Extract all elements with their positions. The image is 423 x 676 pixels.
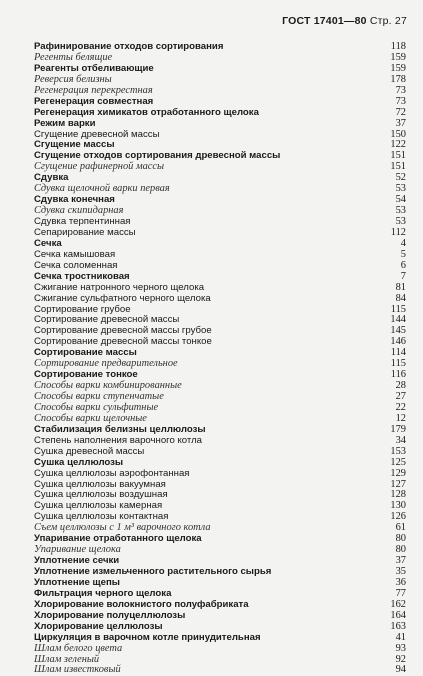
entry-term: Способы варки ступенчатые [34, 391, 164, 402]
entry-page-number: 115 [390, 303, 406, 315]
entry-page-number: 114 [390, 347, 406, 359]
index-entry [34, 469, 406, 480]
entry-page-number: 53 [395, 216, 406, 227]
entry-term: Уплотнение сечки [34, 555, 120, 567]
entry-term: Способы варки комбинированные [34, 380, 182, 392]
entry-page-number: 37 [395, 555, 406, 567]
entry-page-number: 53 [395, 183, 406, 195]
entry-term: Упаривание щелока [34, 544, 121, 556]
entry-page-number: 151 [390, 150, 406, 162]
entry-term: Упаривание отработанного щелока [34, 533, 202, 545]
entry-term: Шлам зеленый [34, 653, 100, 665]
entry-page-number: 6 [400, 259, 406, 271]
entry-page-number: 112 [390, 226, 406, 238]
entry-page-number: 151 [390, 161, 406, 173]
entry-page-number: 126 [390, 511, 406, 523]
entry-page-number: 80 [395, 544, 406, 556]
entry-page-number: 127 [390, 478, 406, 490]
entry-term: Сгущение древесной массы [34, 128, 160, 140]
entry-page-number: 92 [395, 653, 406, 665]
index-entry [34, 633, 406, 644]
entry-page-number: 28 [395, 380, 406, 392]
entry-page-number: 150 [390, 128, 406, 140]
entry-term: Съем целлюлозы с 1 м³ варочного котла [34, 522, 211, 534]
entry-page-number: 118 [390, 41, 406, 52]
entry-term: Сдувка конечная [34, 194, 115, 206]
entry-page-number: 35 [395, 566, 406, 577]
index-entry [34, 665, 406, 676]
entry-term: Хлорирование целлюлозы [34, 620, 163, 632]
entry-term: Хлорирование полуцеллюлозы [34, 609, 186, 621]
entry-term: Уплотнение щепы [34, 576, 120, 588]
entry-term: Реагенты отбеливающие [34, 62, 154, 74]
entry-term: Сушка целлюлозы воздушная [34, 489, 168, 501]
entry-page-number: 80 [395, 533, 406, 545]
entry-term: Уплотнение измельченного растительного сырья [34, 566, 272, 577]
entry-page-number: 130 [390, 500, 406, 512]
entry-page-number: 125 [390, 456, 406, 468]
entry-page-number: 93 [395, 642, 406, 654]
entry-term: Сдувка терпентинная [34, 216, 131, 227]
entry-term: Сортирование древесной массы грубое [34, 325, 212, 337]
entry-term: Сечка соломенная [34, 259, 118, 271]
entry-page-number: 54 [395, 194, 406, 206]
entry-term: Регенты белящие [34, 51, 113, 63]
entry-page-number: 37 [395, 117, 406, 129]
entry-page-number: 116 [390, 369, 406, 381]
entry-term: Сушка целлюлозы камерная [34, 500, 163, 512]
standard-number: ГОСТ 17401—80 [282, 15, 367, 27]
index-entry [34, 447, 406, 458]
entry-term: Сдувка щелочной варки первая [34, 183, 170, 195]
index-entry [34, 119, 406, 130]
entry-term: Шлам белого цвета [34, 642, 123, 654]
index-entry [34, 622, 406, 633]
entry-page-number: 84 [395, 292, 406, 304]
entry-term: Сушка целлюлозы контактная [34, 511, 169, 523]
index-entry [34, 644, 406, 655]
entry-term: Сортирование древесной массы [34, 314, 180, 326]
entry-term: Реверсия белизны [34, 73, 112, 85]
entry-page-number: 115 [390, 358, 406, 370]
entry-page-number: 7 [400, 270, 406, 282]
entry-page-number: 162 [390, 598, 406, 610]
entry-term: Сечка [34, 237, 62, 249]
index-entry [34, 294, 406, 305]
entry-page-number: 153 [390, 445, 406, 457]
entry-page-number: 36 [395, 576, 406, 588]
entry-term: Сортирование грубое [34, 303, 131, 315]
entry-term: Сгущение рафинерной массы [34, 161, 165, 173]
entry-term: Циркуляция в варочном котле принудительная [34, 631, 261, 643]
entry-term: Сушка древесной массы [34, 445, 145, 457]
entry-page-number: 128 [390, 489, 406, 501]
entry-page-number: 27 [395, 391, 406, 402]
entry-page-number: 159 [390, 62, 406, 74]
index-entry [34, 97, 406, 108]
entry-term: Сдувка [34, 172, 69, 184]
entry-page-number: 164 [390, 609, 406, 621]
entry-term: Сушка целлюлозы аэрофонтанная [34, 467, 190, 479]
entry-page-number: 129 [390, 467, 406, 479]
entry-term: Сгущение отходов сортирования древесной массы [34, 150, 281, 162]
entry-term: Фильтрация черного щелока [34, 587, 172, 599]
entry-term: Стабилизация белизны целлюлозы [34, 423, 206, 435]
index-entry [34, 458, 406, 469]
entry-page-number: 159 [390, 51, 406, 63]
entry-page-number: 52 [395, 172, 406, 184]
entry-term: Сечка камышовая [34, 248, 116, 260]
entry-term: Сортирование древесной массы тонкое [34, 336, 212, 348]
entry-page-number: 5 [400, 248, 406, 260]
entry-term: Регенерация химикатов отработанного щелока [34, 106, 259, 118]
entry-term: Сдувка скипидарная [34, 205, 124, 217]
entry-page-number: 77 [395, 587, 406, 599]
entry-term: Режим варки [34, 117, 96, 129]
entry-page-number: 145 [390, 325, 406, 337]
entry-term: Регенерация совместная [34, 95, 154, 107]
entry-term: Сгущение массы [34, 139, 115, 151]
page-header [282, 15, 407, 27]
entry-page-number: 144 [390, 314, 406, 326]
entry-term: Сушка целлюлозы [34, 456, 124, 468]
entry-page-number: 53 [395, 205, 406, 217]
entry-page-number: 163 [390, 620, 406, 632]
entry-term: Способы варки сульфитные [34, 401, 159, 413]
entry-page-number: 22 [395, 401, 406, 413]
index-entry [34, 228, 406, 239]
entry-page-number: 72 [395, 106, 406, 118]
entry-page-number: 81 [395, 281, 406, 293]
entry-term: Сжигание сульфатного черного щелока [34, 292, 211, 304]
entry-page-number: 178 [390, 73, 406, 85]
entry-term: Сечка тростниковая [34, 270, 130, 282]
page-label: Стр. [369, 15, 392, 27]
entry-page-number: 94 [395, 664, 406, 676]
term-index-list [34, 42, 406, 676]
index-entry [34, 283, 406, 294]
entry-term: Сортирование массы [34, 347, 137, 359]
page-number: 27 [394, 15, 407, 27]
entry-page-number: 4 [400, 237, 406, 249]
entry-term: Шлам известковый [34, 664, 121, 676]
entry-page-number: 12 [395, 412, 406, 424]
entry-page-number: 34 [395, 434, 406, 446]
index-entry [34, 162, 406, 173]
entry-term: Сортирование тонкое [34, 369, 138, 381]
entry-term: Способы варки щелочные [34, 412, 147, 424]
entry-page-number: 61 [395, 522, 406, 534]
entry-term: Сортирование предварительное [34, 358, 178, 370]
index-entry [34, 108, 406, 119]
entry-term: Сепарирование массы [34, 226, 136, 238]
entry-term: Сжигание натронного черного щелока [34, 281, 205, 293]
index-entry [34, 655, 406, 666]
entry-term: Регенерация перекрестная [34, 84, 153, 96]
entry-term: Хлорирование волокнистого полуфабриката [34, 598, 249, 610]
entry-term: Степень наполнения варочного котла [34, 434, 202, 446]
entry-term: Рафинирование отходов сортирования [34, 41, 224, 52]
entry-page-number: 146 [390, 336, 406, 348]
entry-page-number: 73 [395, 84, 406, 96]
entry-page-number: 179 [390, 423, 406, 435]
entry-page-number: 122 [390, 139, 406, 151]
entry-page-number: 73 [395, 95, 406, 107]
index-entry [34, 272, 406, 283]
entry-term: Сушка целлюлозы вакуумная [34, 478, 166, 490]
entry-page-number: 41 [395, 631, 406, 643]
